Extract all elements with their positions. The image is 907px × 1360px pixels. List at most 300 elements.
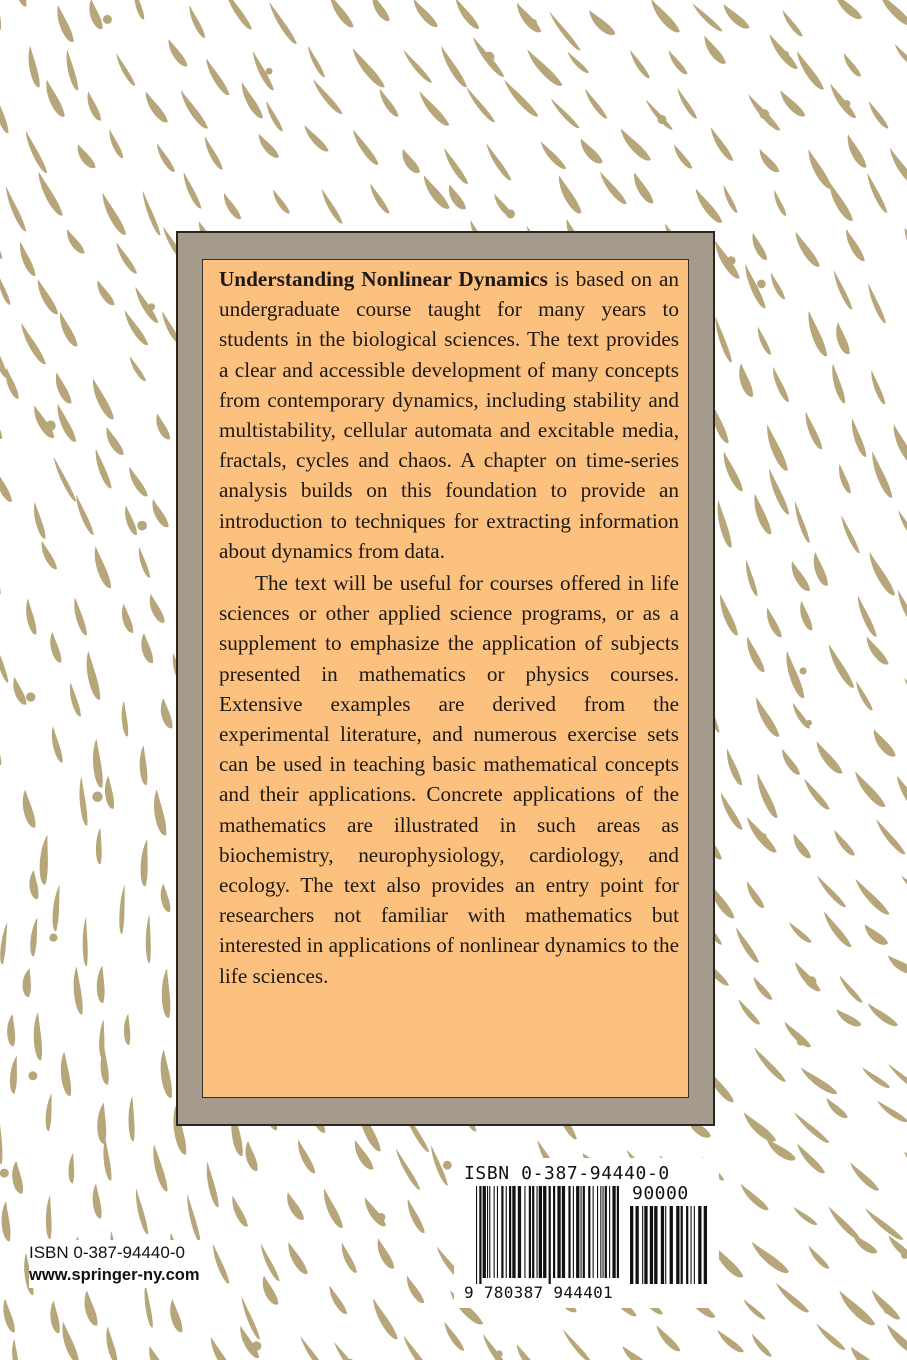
brushstroke [238,80,264,121]
barcode-bar [603,1186,604,1278]
brushstroke [319,187,343,226]
brushstroke [902,676,907,712]
brushstroke [453,0,480,32]
brushstroke [99,191,127,238]
brushstroke [756,146,780,175]
brushstroke [401,48,432,86]
brushstroke [3,185,27,233]
brushstroke [0,724,2,767]
brushstroke [85,90,102,122]
brushstroke [861,921,888,950]
brushstroke [441,146,468,187]
paint-dot [484,52,495,63]
brushstroke [794,1141,825,1177]
brushstroke [142,89,169,126]
barcode-ean-number: 9 780387 944401 [464,1283,613,1302]
brushstroke [404,1274,425,1306]
brushstroke [95,828,104,865]
brushstroke [547,10,581,54]
brushstroke [0,95,9,135]
brushstroke [620,1343,652,1360]
brushstroke [802,776,830,812]
brushstroke [138,839,151,887]
brushstroke [561,1328,592,1360]
barcode-bar [487,1186,488,1278]
brushstroke [7,1055,20,1094]
brushstroke [514,1342,538,1360]
barcode-bar [476,1186,477,1284]
brushstroke [137,546,151,579]
brushstroke [95,965,107,1003]
brushstroke [538,139,567,173]
brushstroke [715,499,733,548]
brushstroke [20,968,35,998]
brushstroke [805,147,833,192]
brushstroke [782,1019,812,1051]
brushstroke [37,834,52,884]
brushstroke [271,188,291,216]
brushstroke [285,1240,309,1277]
brushstroke [442,1320,465,1353]
blurb-paragraph-1 [219,264,679,566]
brushstroke [59,1321,80,1360]
barcode-bar [489,1186,490,1278]
brushstroke [741,1109,777,1147]
barcode-bar [562,1186,565,1278]
brushstroke [774,1280,810,1316]
paint-dot [657,115,666,124]
barcode-bar [483,1186,486,1278]
brushstroke [438,44,467,90]
brushstroke [708,125,734,163]
brushstroke [790,701,810,731]
brushstroke [549,96,580,131]
brushstroke [11,676,28,707]
brushstroke [117,884,127,934]
brushstroke [770,366,790,404]
brushstroke [91,545,112,590]
barcode-bar [581,1186,582,1278]
publisher-url: www.springer-ny.com [29,1266,200,1284]
brushstroke [0,0,1,30]
brushstroke [867,99,889,131]
paint-dot [759,833,767,841]
brushstroke [89,377,115,422]
brushstroke [60,1051,72,1096]
brushstroke [837,463,852,495]
brushstroke [1,1201,10,1241]
brushstroke [153,412,170,442]
brushstroke [394,1147,421,1192]
brushstroke [306,45,326,79]
brushstroke [792,1205,818,1228]
barcode-addon-bar [642,1206,643,1284]
brushstroke [57,310,79,348]
brushstroke [855,594,877,638]
brushstroke [126,465,148,499]
brushstroke [159,1049,172,1098]
brushstroke [513,0,542,36]
brushstroke [114,241,138,277]
brushstroke [711,238,740,282]
brushstroke [74,142,96,172]
brushstroke [39,539,58,571]
brushstroke [350,127,379,168]
brushstroke [902,1149,907,1175]
brushstroke [67,1153,76,1183]
brushstroke [178,88,209,132]
brushstroke [675,87,697,121]
brushstroke [82,917,89,966]
brushstroke [64,49,79,91]
brushstroke [401,1334,431,1360]
brushstroke [349,45,385,91]
brushstroke [863,1206,904,1244]
brushstroke [648,0,681,37]
barcode-price-code: 90000 [632,1183,689,1204]
brushstroke [644,98,673,133]
brushstroke [12,1161,24,1194]
brushstroke [146,1344,167,1360]
brushstroke [140,633,154,665]
paint-dot [49,934,57,942]
book-title: Understanding Nonlinear Dynamics [219,267,548,291]
blurb-paragraph-1-text: is based on an undergraduate course taught for many years to students in the biological sciences. The text provides a clear and accessible development of many concepts from contemporary dynamics, including stability and multistability, cellular automata and excitable media, fractals, cycles and chaos. A chapter on time-series analysis builds on this foundation to provide an introduction to techniques for extracting information about dynamics from data. [219,267,679,563]
brushstroke [28,917,41,957]
brushstroke [0,922,10,964]
brushstroke [45,1195,54,1239]
brushstroke [744,879,765,910]
brushstroke [64,227,86,257]
brushstroke [779,747,801,778]
brushstroke [154,142,175,175]
paint-dot [757,280,766,289]
brushstroke [843,227,866,264]
brushstroke [821,909,852,951]
brushstroke [865,171,888,214]
paint-dot [26,692,35,701]
brushstroke [893,42,907,69]
barcode-bar [539,1186,542,1278]
brushstroke [826,180,854,224]
brushstroke [377,87,400,120]
barcode-bar [501,1186,503,1278]
brushstroke [204,1161,219,1208]
description-panel-frame [176,231,715,1126]
brushstroke [68,682,82,718]
paint-dot [92,792,102,802]
paint-dot [377,1213,386,1222]
brushstroke [33,1012,42,1060]
brushstroke [720,1,750,33]
brushstroke [866,550,896,599]
brushstroke [890,422,907,468]
brushstroke [54,4,75,45]
brushstroke [713,316,733,364]
brushstroke [21,789,37,829]
barcode-bar [497,1186,498,1278]
brushstroke [147,592,166,625]
brushstroke [74,494,95,537]
barcode-bar [479,1186,481,1284]
brushstroke [43,78,66,119]
barcode-bar [605,1186,607,1278]
brushstroke [17,240,36,278]
brushstroke [12,1339,19,1360]
brushstroke [715,1327,744,1356]
paint-dot [266,68,273,75]
barcode-bar [593,1186,594,1278]
barcode-bar [588,1186,590,1278]
brushstroke [82,1290,98,1327]
barcode-addon-bar [691,1206,692,1284]
brushstroke [54,402,77,444]
brushstroke [869,450,893,500]
brushstroke [788,559,811,594]
brushstroke [302,123,330,155]
brushstroke [798,1064,838,1099]
brushstroke [284,1190,305,1223]
brushstroke [844,132,867,170]
brushstroke [121,701,128,737]
brushstroke [104,1326,118,1360]
barcode-addon-bar [670,1206,673,1284]
isbn-label: ISBN 0-387-94440-0 [29,1243,185,1262]
paint-dot [884,1306,893,1315]
brushstroke [824,1095,849,1122]
back-cover-blurb [219,264,679,991]
brushstroke [672,143,693,172]
brushstroke [23,129,48,175]
brushstroke [754,772,779,821]
brushstroke [95,1102,109,1144]
paint-dot [529,19,537,27]
brushstroke [792,1110,829,1146]
paint-dot [137,521,147,531]
paint-dot [783,51,790,58]
barcode-bar [532,1186,534,1278]
brushstroke [258,1243,280,1283]
brushstroke [832,828,856,859]
brushstroke [772,189,787,217]
brushstroke [93,448,113,490]
brushstroke [874,817,906,857]
brushstroke [73,966,83,1014]
barcode-bar [529,1186,531,1278]
brushstroke [502,77,539,120]
brushstroke [311,77,343,117]
brushstroke [884,1321,907,1357]
brushstroke [870,727,897,761]
brushstroke [724,747,743,786]
barcode-bar [549,1186,551,1284]
brushstroke [794,49,825,93]
brushstroke [0,275,11,306]
barcode-bar [617,1186,619,1278]
brushstroke [298,1335,329,1360]
barcode-bar [512,1186,515,1278]
brushstroke [885,951,907,978]
brushstroke [865,1000,898,1030]
brushstroke [244,1140,259,1172]
brushstroke [815,873,847,910]
brushstroke [43,1093,55,1131]
brushstroke [1,1298,15,1334]
brushstroke [691,1,723,34]
brushstroke [105,776,115,809]
brushstroke [168,1298,183,1333]
brushstroke [87,0,103,31]
description-panel [202,259,689,1098]
barcode-addon-bar [676,1206,679,1284]
barcode-bar [600,1186,601,1278]
brushstroke [738,1181,769,1214]
barcode-addon-bar [644,1206,647,1284]
brushstroke [34,277,59,317]
brushstroke [852,876,890,919]
barcode-addon-bar [630,1206,633,1284]
brushstroke [887,1062,907,1096]
brushstroke [666,48,688,77]
brushstroke [51,456,76,504]
brushstroke [6,1014,18,1047]
brushstroke [811,551,829,588]
brushstroke [160,883,171,912]
brushstroke [834,321,851,356]
paint-dot [148,303,155,310]
brushstroke [255,131,279,161]
barcode-bar [518,1186,521,1278]
barcode-addon-bar [665,1206,666,1284]
brushstroke [780,8,803,39]
brushstroke [128,355,147,384]
paint-dot [800,667,807,674]
brushstroke [752,695,780,740]
brushstroke [830,363,846,405]
brushstroke [48,631,62,663]
brushstroke [783,650,805,701]
brushstroke [751,975,773,1003]
brushstroke [900,873,907,901]
brushstroke [751,492,772,536]
brushstroke [139,745,147,785]
brushstroke [187,4,206,40]
brushstroke [98,1019,107,1059]
brushstroke [717,593,739,638]
brushstroke [893,773,907,819]
brushstroke [875,1098,907,1126]
brushstroke [123,1014,132,1045]
brushstroke [122,308,149,348]
brushstroke [210,1243,230,1285]
brushstroke [202,135,223,172]
brushstroke [53,371,73,406]
brushstroke [736,997,760,1027]
brushstroke [869,369,886,406]
brushstroke [744,635,766,675]
brushstroke [720,450,743,494]
brushstroke [134,1188,149,1235]
brushstroke [327,0,355,31]
paint-dot [496,1350,503,1357]
brushstroke [832,269,853,311]
brushstroke [203,56,230,98]
brushstroke [597,169,627,207]
brushstroke [107,128,124,160]
brushstroke [836,1287,876,1330]
brushstroke [577,136,603,168]
brushstroke [617,125,651,165]
brushstroke [896,509,907,544]
brushstroke [790,831,812,861]
brushstroke [152,789,167,836]
paint-dot [506,209,515,218]
brushstroke [120,603,134,634]
brushstroke [229,1194,248,1228]
brushstroke [750,1332,773,1360]
brushstroke [718,791,743,832]
brushstroke [339,1241,358,1275]
brushstroke [902,226,907,258]
brushstroke [798,600,813,632]
paint-dot [797,1038,805,1046]
brushstroke [484,142,512,183]
barcode-addon-bar [704,1206,707,1284]
barcode-addon-bar [686,1206,688,1284]
brushstroke [744,559,758,597]
brushstroke [92,739,103,788]
brushstroke [787,920,812,946]
barcode-isbn: ISBN 0-387-94440-0 [464,1163,670,1184]
brushstroke [769,271,786,301]
brushstroke [149,497,169,530]
brushstroke [465,85,496,125]
brushstroke [721,184,738,215]
brushstroke [332,1340,364,1360]
publisher-info [29,1240,204,1288]
brushstroke [123,505,138,537]
paint-dot [46,421,56,431]
barcode-bar [568,1186,570,1278]
barcode-bar [573,1186,574,1278]
paint-dot [252,1341,261,1350]
barcode-bar [509,1186,511,1278]
brushstroke [161,968,172,1018]
brushstroke [701,33,727,67]
barcode-addon-bar [694,1206,695,1284]
brushstroke [50,884,63,931]
barcode-bar [543,1186,546,1278]
brushstroke [35,170,64,219]
brushstroke [848,1160,880,1195]
brushstroke [222,0,252,32]
brushstroke [267,0,298,46]
barcode-bar [506,1186,507,1278]
brushstroke [84,650,101,701]
barcode-addon-bar [661,1206,664,1284]
brushstroke [805,310,828,359]
brushstroke [555,173,582,216]
brushstroke [766,467,790,517]
brushstroke [792,959,821,995]
brushstroke [26,45,40,88]
barcode-bar [612,1186,615,1278]
brushstroke [78,776,87,825]
brushstroke [733,925,759,965]
brushstroke [420,172,450,212]
barcode-addon-bar [650,1206,653,1284]
brushstroke [32,501,47,540]
